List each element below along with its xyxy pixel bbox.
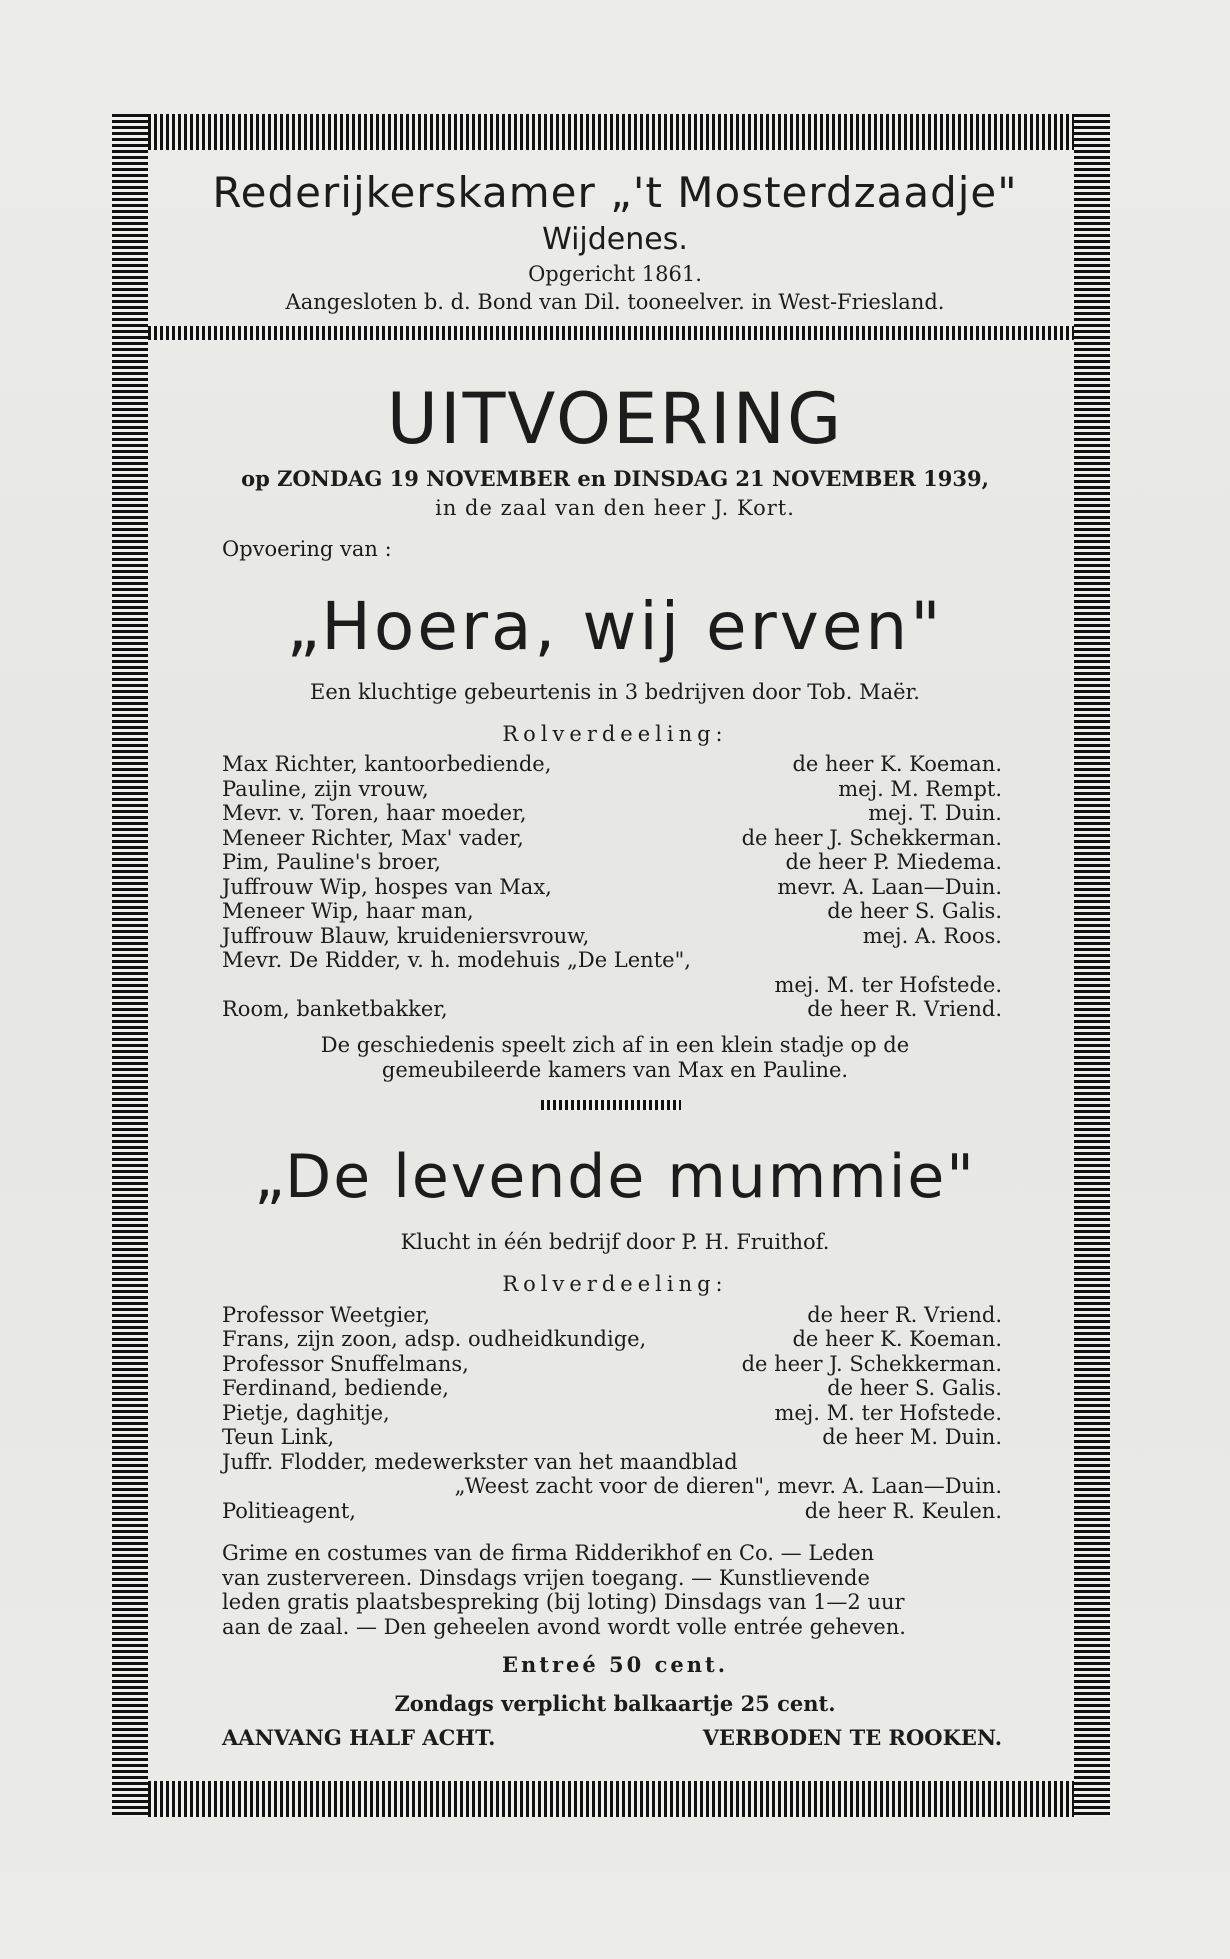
cast-role: Ferdinand, bediende, bbox=[222, 1376, 449, 1400]
cast-row bbox=[222, 1499, 1002, 1524]
cast-row bbox=[222, 1376, 1002, 1401]
frame-right bbox=[1074, 114, 1110, 1817]
performance-heading: UITVOERING bbox=[386, 378, 844, 460]
cast-role: Mevr. v. Toren, haar moeder, bbox=[222, 801, 527, 825]
cast-role: Professor Snuffelmans, bbox=[222, 1352, 469, 1376]
cast-role: Mevr. De Ridder, v. h. modehuis „De Lente", bbox=[222, 948, 691, 972]
cast-role: Pauline, zijn vrouw, bbox=[222, 777, 429, 801]
cast-row bbox=[222, 1327, 1002, 1352]
cast-row bbox=[222, 1474, 1002, 1499]
cast-role: Frans, zijn zoon, adsp. oudheidkundige, bbox=[222, 1327, 647, 1351]
cast-row bbox=[222, 1303, 1002, 1328]
cast-row bbox=[222, 924, 1002, 949]
performance-dates: op ZONDAG 19 NOVEMBER en DINSDAG 21 NOVEMBER 1939, bbox=[241, 466, 989, 491]
cast-actor: de heer J. Schekkerman. bbox=[741, 826, 1002, 850]
header-divider bbox=[148, 326, 1074, 340]
frame-bottom bbox=[112, 1781, 1110, 1817]
frame-top bbox=[112, 114, 1110, 150]
play1-title: „Hoera, wij erven" bbox=[286, 588, 944, 665]
affiliation-line: Aangesloten b. d. Bond van Dil. tooneelver. in West-Friesland. bbox=[285, 290, 945, 314]
notes-line3: leden gratis plaatsbespreking (bij loting) Dinsdags van 1—2 uur bbox=[222, 1590, 905, 1614]
cast-row bbox=[222, 997, 1002, 1022]
cast-role: Meneer Richter, Max' vader, bbox=[222, 826, 524, 850]
cast-role: Juffrouw Blauw, kruideniersvrouw, bbox=[222, 924, 590, 948]
entry-price: Entreé 50 cent. bbox=[501, 1652, 729, 1677]
notes-line2: van zustervereen. Dinsdags vrijen toegang. — Kunstlievende bbox=[222, 1566, 870, 1590]
cast-actor: mej. M. ter Hofstede. bbox=[774, 973, 1002, 997]
cast-role: Pim, Pauline's broer, bbox=[222, 850, 441, 874]
cast-actor: de heer J. Schekkerman. bbox=[741, 1352, 1002, 1376]
cast-actor: mej. M. ter Hofstede. bbox=[774, 1401, 1002, 1425]
cast-actor: de heer S. Galis. bbox=[827, 899, 1002, 923]
performance-intro: Opvoering van : bbox=[222, 537, 392, 561]
cast-actor: de heer P. Miedema. bbox=[785, 850, 1002, 874]
founded-line: Opgericht 1861. bbox=[528, 262, 702, 286]
cast-row bbox=[222, 1425, 1002, 1450]
cast-row bbox=[222, 777, 1002, 802]
cast-actor: mevr. A. Laan—Duin. bbox=[777, 875, 1002, 899]
cast-actor: de heer M. Duin. bbox=[822, 1425, 1002, 1449]
no-smoking-notice: VERBODEN TE ROOKEN. bbox=[702, 1725, 1002, 1750]
play1-setting-line2: gemeubileerde kamers van Max en Pauline. bbox=[381, 1058, 849, 1082]
cast-actor: de heer R. Keulen. bbox=[804, 1499, 1002, 1523]
cast-role: Juffrouw Wip, hospes van Max, bbox=[222, 875, 552, 899]
cast-actor: de heer S. Galis. bbox=[827, 1376, 1002, 1400]
cast-role: Juffr. Flodder, medewerkster van het maandblad bbox=[222, 1450, 738, 1474]
play1-setting-line1: De geschiedenis speelt zich af in een klein stadje op de bbox=[320, 1033, 910, 1057]
play2-title: „De levende mummie" bbox=[254, 1142, 976, 1212]
cast-role: Politieagent, bbox=[222, 1499, 356, 1523]
cast-row bbox=[222, 948, 1002, 973]
cast-actor: de heer K. Koeman. bbox=[792, 1327, 1002, 1351]
performance-venue: in de zaal van den heer J. Kort. bbox=[435, 496, 795, 520]
cast-row bbox=[222, 752, 1002, 777]
cast-role: Teun Link, bbox=[222, 1425, 335, 1449]
frame-left bbox=[112, 114, 148, 1817]
cast-row bbox=[222, 1450, 1002, 1475]
play1-cast-heading: Rolverdeeling: bbox=[502, 722, 728, 746]
notes-line4: aan de zaal. — Den geheelen avond wordt volle entrée geheven. bbox=[222, 1615, 906, 1639]
cast-row bbox=[222, 826, 1002, 851]
play1-subtitle: Een kluchtige gebeurtenis in 3 bedrijven door Tob. Maër. bbox=[310, 680, 920, 704]
start-time: AANVANG HALF ACHT. bbox=[222, 1725, 496, 1750]
cast-actor: mej. A. Roos. bbox=[862, 924, 1002, 948]
play2-cast-heading: Rolverdeeling: bbox=[502, 1272, 728, 1296]
cast-actor: mej. T. Duin. bbox=[868, 801, 1002, 825]
society-name: Rederijkerskamer „'t Mosterdzaadje" bbox=[212, 168, 1018, 217]
balcony-price: Zondags verplicht balkaartje 25 cent. bbox=[394, 1691, 836, 1716]
cast-row bbox=[222, 801, 1002, 826]
cast-actor: de heer K. Koeman. bbox=[792, 752, 1002, 776]
cast-row bbox=[222, 875, 1002, 900]
play2-subtitle: Klucht in één bedrijf door P. H. Fruithof. bbox=[400, 1230, 830, 1254]
cast-actor: de heer R. Vriend. bbox=[807, 997, 1002, 1021]
cast-role: Room, banketbakker, bbox=[222, 997, 448, 1021]
cast-row bbox=[222, 850, 1002, 875]
town-name: Wijdenes. bbox=[542, 222, 688, 257]
section-divider bbox=[541, 1100, 681, 1110]
cast-row bbox=[222, 1401, 1002, 1426]
cast-actor: „Weest zacht voor de dieren", mevr. A. Laan—Duin. bbox=[454, 1474, 1002, 1498]
notes-line1: Grime en costumes van de firma Ridderikhof en Co. — Leden bbox=[222, 1541, 875, 1565]
cast-role: Meneer Wip, haar man, bbox=[222, 899, 474, 923]
cast-role: Max Richter, kantoorbediende, bbox=[222, 752, 552, 776]
cast-role: Pietje, daghitje, bbox=[222, 1401, 390, 1425]
cast-row bbox=[222, 1352, 1002, 1377]
cast-actor: de heer R. Vriend. bbox=[807, 1303, 1002, 1327]
cast-row bbox=[222, 973, 1002, 998]
cast-row bbox=[222, 899, 1002, 924]
cast-actor: mej. M. Rempt. bbox=[838, 777, 1002, 801]
cast-role: Professor Weetgier, bbox=[222, 1303, 431, 1327]
